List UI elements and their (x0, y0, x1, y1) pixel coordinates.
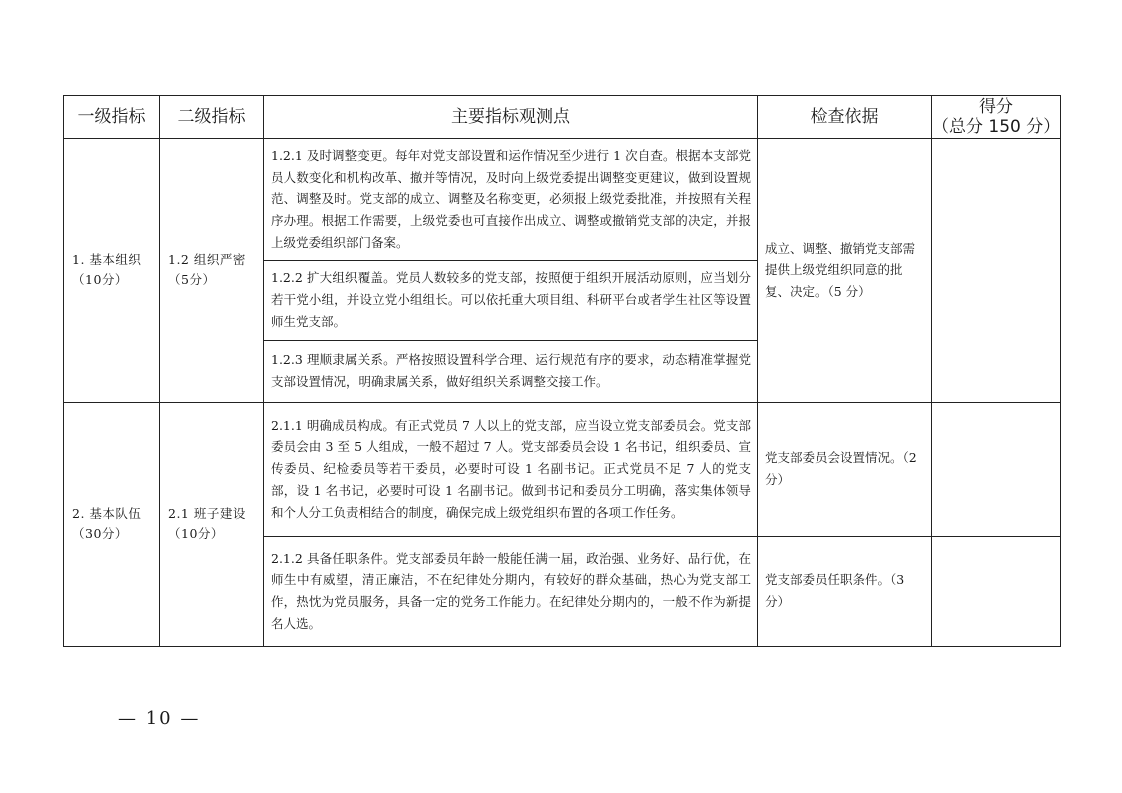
observation-cell: 1.2.2 扩大组织覆盖。党员人数较多的党支部，按照便于组织开展活动原则，应当划分若干党小组，并设立党小组组长。可以依托重大项目组、科研平台或者学生社区等设置师生党支部。 (264, 260, 758, 340)
level2-cell: 1.2 组织严密（5分） (160, 139, 264, 403)
level1-cell: 2. 基本队伍（30分） (64, 402, 160, 646)
level2-cell: 2.1 班子建设（10分） (160, 402, 264, 646)
header-basis: 检查依据 (758, 96, 932, 139)
header-score-title: 得分 (979, 97, 1013, 117)
header-score-total: （总分 150 分） (932, 117, 1061, 137)
observation-cell: 2.1.2 具备任职条件。党支部委员年龄一般能任满一届，政治强、业务好、品行优，在师生中有威望，清正廉洁，不在纪律处分期内，有较好的群众基础，热心为党支部工作，热忱为党员服务，具备一定的党务工作能力。在纪律处分期内的，一般不作为新提名人选。 (264, 536, 758, 646)
observation-cell: 2.1.1 明确成员构成。有正式党员 7 人以上的党支部，应当设立党支部委员会。党支部委员会由 3 至 5 人组成，一般不超过 7 人。党支部委员会设 1 名书记，组织委员、宣传委员、纪检委员等若干委员，必要时可设 1 名副书记。正式党员不足 7 人的党支部，设 1 名书记，必要时可设 1 名副书记。做到书记和委员分工明确，落实集体领导和个人分工负责相结合的制度，确保完成上级党组织布置的各项工作任务。 (264, 402, 758, 536)
header-observation: 主要指标观测点 (264, 96, 758, 139)
score-cell[interactable] (932, 536, 1061, 646)
table-row (64, 139, 1061, 261)
basis-cell: 党支部委员会设置情况。（2 分） (758, 402, 932, 536)
page-number: — 10 — (118, 708, 201, 729)
table-row (64, 402, 1061, 536)
basis-cell: 党支部委员任职条件。（3 分） (758, 536, 932, 646)
observation-cell: 1.2.3 理顺隶属关系。严格按照设置科学合理、运行规范有序的要求，动态精准掌握党支部设置情况，明确隶属关系，做好组织关系调整交接工作。 (264, 340, 758, 402)
basis-cell: 成立、调整、撤销党支部需提供上级党组织同意的批复、决定。（5 分） (758, 139, 932, 403)
observation-cell: 1.2.1 及时调整变更。每年对党支部设置和运作情况至少进行 1 次自查。根据本支部党员人数变化和机构改革、撤并等情况，及时向上级党委提出调整变更建议，做到设置规范、调整及时。党支部的成立、调整及名称变更，必须报上级党委批准，并按照有关程序办理。根据工作需要，上级党委也可直接作出成立、调整或撤销党支部的决定，并报上级党委组织部门备案。 (264, 139, 758, 261)
header-row (64, 96, 1061, 139)
score-cell[interactable] (932, 139, 1061, 403)
evaluation-table (63, 95, 1061, 647)
header-level1: 一级指标 (64, 96, 160, 139)
header-score (932, 96, 1061, 139)
level1-cell: 1. 基本组织（10分） (64, 139, 160, 403)
score-cell[interactable] (932, 402, 1061, 536)
header-level2: 二级指标 (160, 96, 264, 139)
